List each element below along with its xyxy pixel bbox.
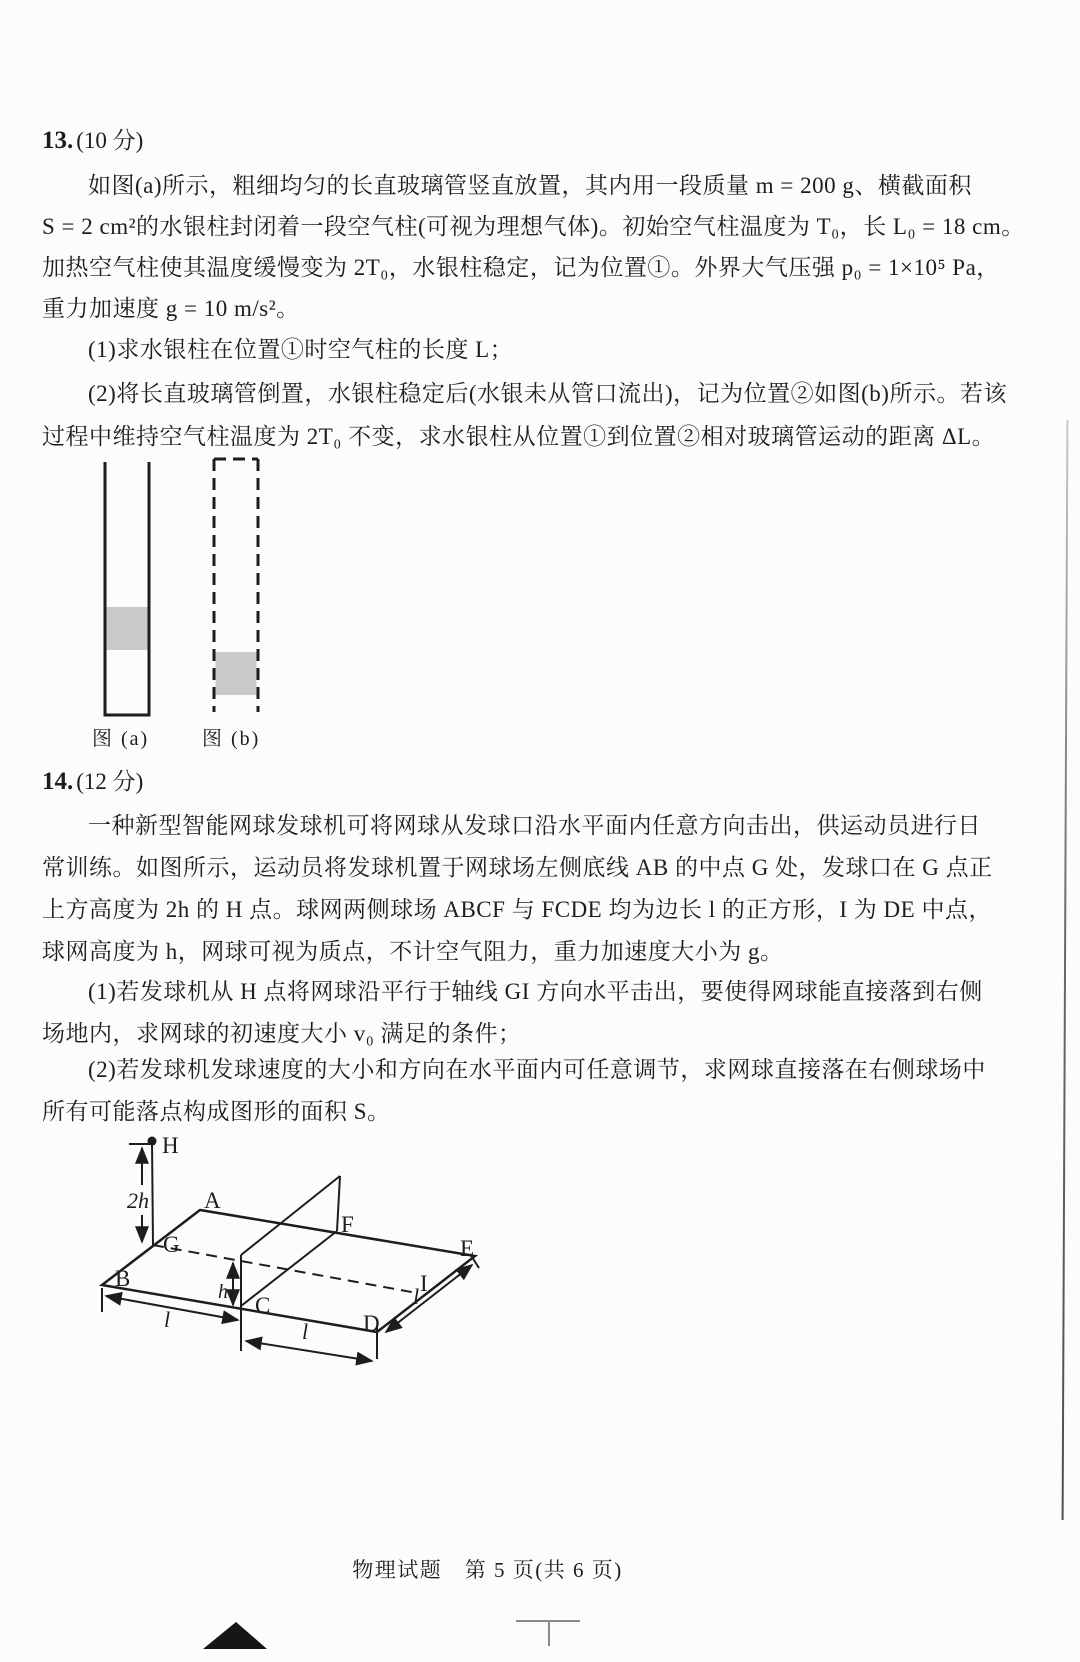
text-line: 所有可能落点构成图形的面积 S。 xyxy=(42,1099,391,1124)
label-dim-l-left: l xyxy=(163,1307,171,1332)
dim-l-right-arrow xyxy=(386,1265,472,1332)
question-14-paragraph xyxy=(42,805,1002,973)
tube-a-outline xyxy=(105,462,149,715)
label-dim-l-bottom: l xyxy=(301,1319,309,1344)
text-line: 加热空气柱使其温度缓慢变为 2T₀，水银柱稳定，记为位置①。外界大气压强 p₀ = 1×10⁵ Pa， xyxy=(42,255,1000,280)
label-dim-h: h xyxy=(218,1281,228,1303)
question-13-part2 xyxy=(42,372,1007,458)
label-F: F xyxy=(341,1212,354,1237)
axis-GI-dashed-line xyxy=(153,1245,417,1293)
mercury-column-b xyxy=(216,652,257,695)
text-line: (2)将长直玻璃管倒置，水银柱稳定后(水银未从管口流出)，记为位置②如图(b)所示。若该 xyxy=(88,381,1007,406)
question-number: 13. xyxy=(42,127,74,154)
registration-triangle-mark xyxy=(203,1622,267,1649)
label-H: H xyxy=(162,1133,179,1158)
figure-b-caption: 图 (b) xyxy=(202,728,261,750)
question-14-part2 xyxy=(42,1049,1002,1133)
question-14-heading xyxy=(42,763,143,796)
question-number: 14. xyxy=(42,768,74,795)
text-line: 场地内，求网球的初速度大小 v₀ 满足的条件； xyxy=(42,1021,522,1046)
label-D: D xyxy=(363,1311,380,1336)
figure-13-tubes-diagram xyxy=(95,450,295,750)
question-points: (12 分) xyxy=(76,769,144,794)
question-14-part1 xyxy=(42,971,1002,1055)
mercury-column-a xyxy=(107,607,148,650)
figure-a-caption: 图 (a) xyxy=(92,728,150,750)
text-line: 常训练。如图所示，运动员将发球机置于网球场左侧底线 AB 的中点 G 处，发球口在 G 点正 xyxy=(42,855,993,880)
page-footer: 物理试题 第 5 页(共 6 页) xyxy=(352,1558,623,1582)
text-line: (1)求水银柱在位置①时空气柱的长度 L； xyxy=(88,337,514,362)
registration-t-mark-vertical xyxy=(548,1620,550,1646)
net-back-post-line xyxy=(337,1176,340,1231)
label-I: I xyxy=(420,1271,428,1296)
text-line: 如图(a)所示，粗细均匀的长直玻璃管竖直放置，其内用一段质量 m = 200 g、横截面积 xyxy=(88,173,972,198)
figure-14-court-diagram xyxy=(75,1123,535,1373)
text-line: 过程中维持空气柱温度为 2T₀ 不变，求水银柱从位置①到位置②相对玻璃管运动的距离 ΔL。 xyxy=(42,424,996,449)
text-line: S = 2 cm²的水银柱封闭着一段空气柱(可视为理想气体)。初始空气柱温度为 T₀，长 L₀ = 18 cm。 xyxy=(42,214,1025,239)
question-13-part1 xyxy=(42,329,1002,370)
dim-l-bottom-arrow xyxy=(246,1341,372,1361)
scan-page-edge-line xyxy=(1062,420,1069,1520)
label-B: B xyxy=(115,1266,131,1291)
text-line: 重力加速度 g = 10 m/s²。 xyxy=(42,296,300,321)
label-G: G xyxy=(163,1232,180,1257)
question-13-paragraph xyxy=(42,165,1025,329)
question-points: (10 分) xyxy=(76,128,144,153)
label-C: C xyxy=(255,1293,271,1318)
pole-GH-line xyxy=(152,1141,153,1245)
label-E: E xyxy=(460,1236,475,1261)
net-top-edge-line xyxy=(241,1176,340,1255)
label-dim-2h: 2h xyxy=(127,1188,149,1213)
text-line: (2)若发球机发球速度的大小和方向在水平面内可任意调节，求网球直接落在右侧球场中 xyxy=(88,1057,986,1082)
text-line: 一种新型智能网球发球机可将网球从发球口沿水平面内任意方向击出，供运动员进行日 xyxy=(88,813,981,838)
question-13-heading xyxy=(42,122,143,155)
label-dim-l-right: l xyxy=(412,1284,420,1309)
label-A: A xyxy=(204,1188,221,1213)
text-line: 上方高度为 2h 的 H 点。球网两侧球场 ABCF 与 FCDE 均为边长 l 的正方形，I 为 DE 中点， xyxy=(42,897,992,922)
text-line: 球网高度为 h，网球可视为质点，不计空气阻力，重力加速度大小为 g。 xyxy=(42,939,784,964)
text-line: (1)若发球机从 H 点将网球沿平行于轴线 GI 方向水平击出，要使得网球能直接落到右侧 xyxy=(88,979,983,1004)
